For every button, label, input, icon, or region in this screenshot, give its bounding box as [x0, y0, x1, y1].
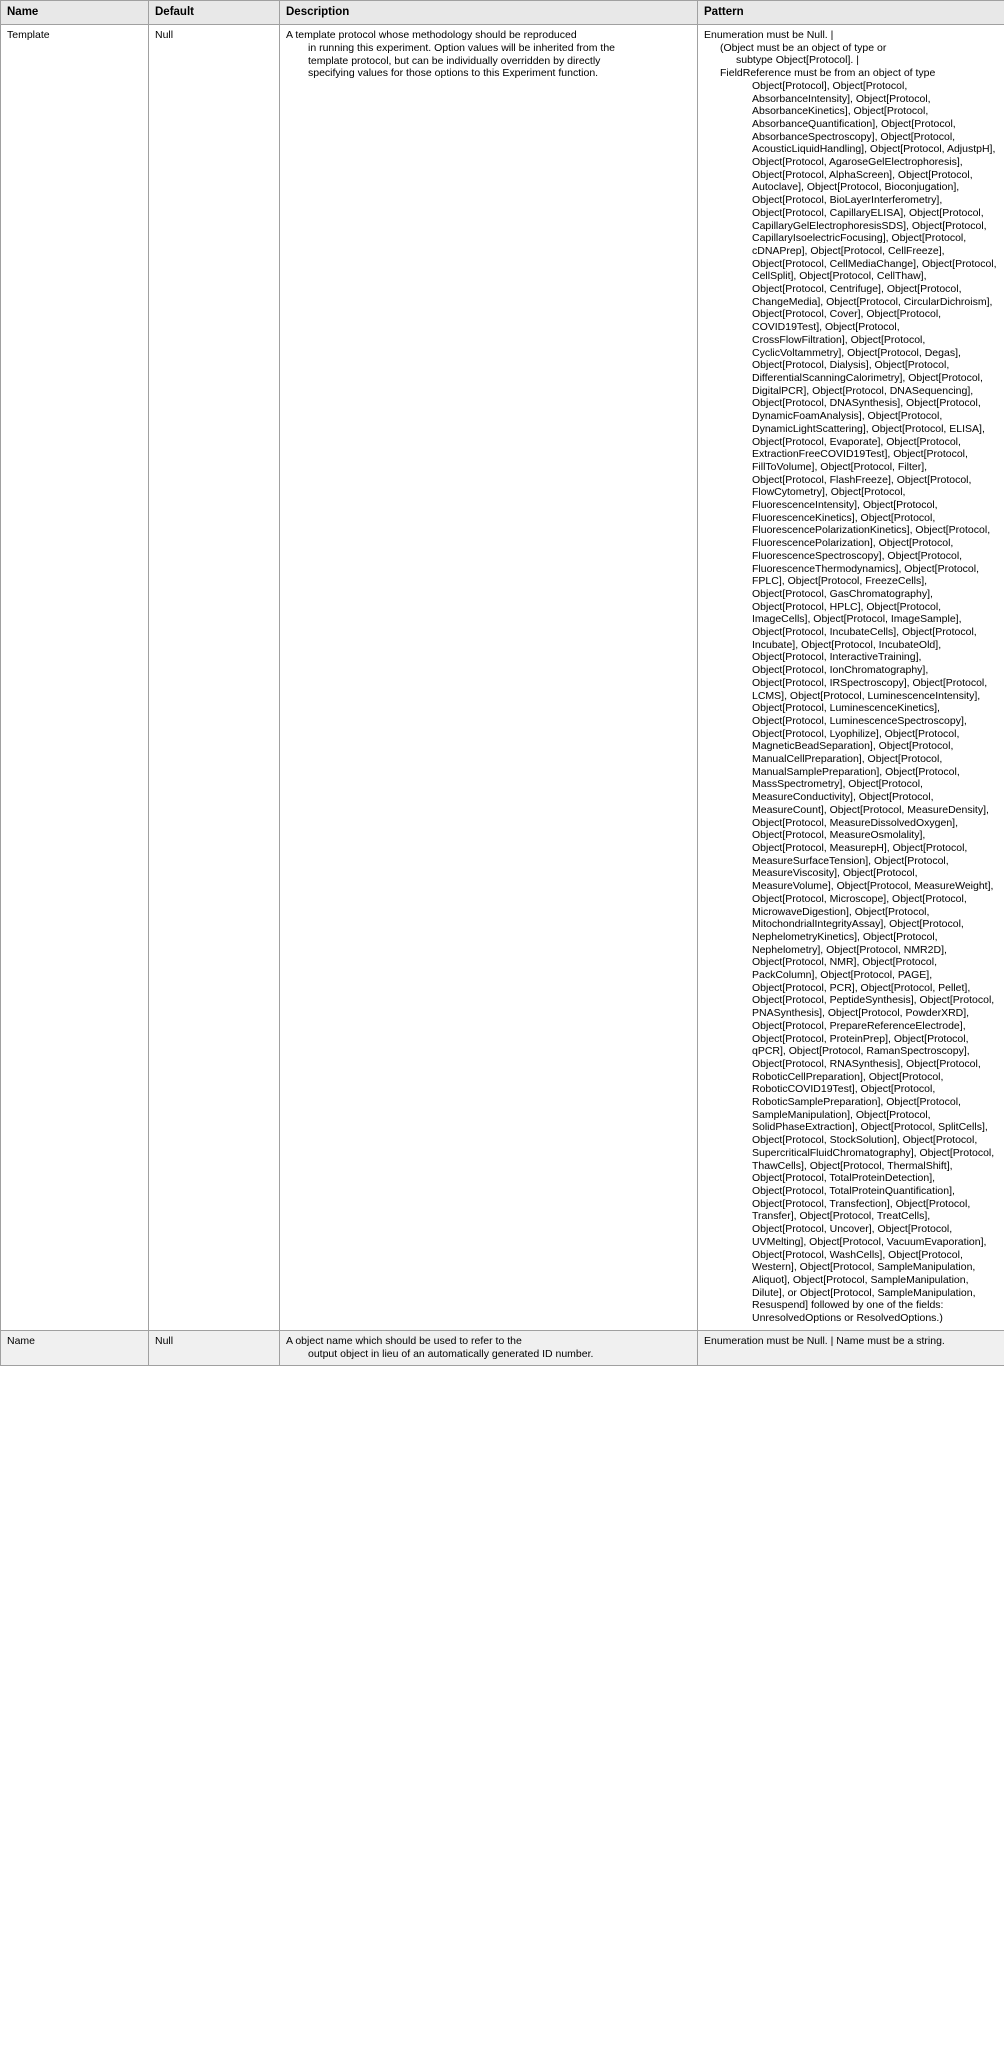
row-description-template: [280, 25, 698, 1331]
row-name-name: Name: [1, 1330, 149, 1366]
pattern-tail-text: UnresolvedOptions or ResolvedOptions.): [752, 1312, 943, 1325]
table-row: [1, 1330, 1004, 1366]
row-name-template: Template: [1, 25, 149, 1331]
pattern-head-line: FieldReference must be from an object of type: [720, 67, 936, 80]
pattern-head-line: Enumeration must be Null. |: [704, 29, 834, 41]
column-header-pattern: Pattern: [698, 1, 1004, 25]
pattern-head-line: subtype Object[Protocol]. |: [736, 54, 859, 67]
pattern-text: [704, 29, 998, 1325]
column-header-name: Name: [1, 1, 149, 25]
row-default-template: Null: [149, 25, 280, 1331]
table-row: [1, 25, 1004, 1331]
row-pattern-name: Enumeration must be Null. | Name must be a string.: [698, 1330, 1004, 1366]
description-line: specifying values for those options to this Experiment function.: [308, 67, 599, 80]
table-header-row: [1, 1, 1004, 25]
column-header-default: Default: [149, 1, 280, 25]
description-line: output object in lieu of an automatically generated ID number.: [308, 1347, 594, 1360]
pattern-head-line: (Object must be an object of type or: [720, 41, 887, 54]
pattern-body-text: Object[Protocol], Object[Protocol, AbsorbanceIntensity], Object[Protocol, AbsorbanceKinetics], Object[Protocol, AbsorbanceQuantification], Object[Protocol, AbsorbanceSpectroscopy], Object[Protocol, AcousticLiquidHandling], Object[Protocol, AdjustpH], Object[Protocol, AgaroseGelElectrophoresis], Object[Protocol, AlphaScreen], Object[Protocol, Autoclave], Object[Protocol, Bioconjugation], Object[Protocol, BioLayerInterferometry], Object[Protocol, CapillaryELISA], Object[Protocol, CapillaryGelElectrophoresisSDS], Object[Protocol, CapillaryIsoelectricFocusing], Object[Protocol, cDNAPrep], Object[Protocol, CellFreeze], Object[Protocol, CellMediaChange], Object[Protocol, CellSplit], Object[Protocol, CellThaw], Object[Protocol, Centrifuge], Object[Protocol, ChangeMedia], Object[Protocol, CircularDichroism], Object[Protocol, Cover], Object[Protocol, COVID19Test], Object[Protocol, CrossFlowFiltration], Object[Protocol, CyclicVoltammetry], Object[Protocol, Degas], Object[Protocol, Dialysis], Object[Protocol, DifferentialScanningCalorimetry], Object[Protocol, DigitalPCR], Object[Protocol, DNASequencing], Object[Protocol, DNASynthesis], Object[Protocol, DynamicFoamAnalysis], Object[Protocol, DynamicLightScattering], Object[Protocol, ELISA], Object[Protocol, Evaporate], Object[Protocol, ExtractionFreeCOVID19Test], Object[Protocol, FillToVolume], Object[Protocol, Filter], Object[Protocol, FlashFreeze], Object[Protocol, FlowCytometry], Object[Protocol, FluorescenceIntensity], Object[Protocol, FluorescenceKinetics], Object[Protocol, FluorescencePolarizationKinetics], Object[Protocol, FluorescencePolarization], Object[Protocol, FluorescenceSpectroscopy], Object[Protocol, FluorescenceThermodynamics], Object[Protocol, FPLC], Object[Protocol, FreezeCells], Object[Protocol, GasChromatography], Object[Protocol, HPLC], Object[Protocol, ImageCells], Object[Protocol, ImageSample], Object[Protocol, IncubateCells], Object[Protocol, Incubate], Object[Protocol, IncubateOld], Object[Protocol, InteractiveTraining], Object[Protocol, IonChromatography], Object[Protocol, IRSpectroscopy], Object[Protocol, LCMS], Object[Protocol, LuminescenceIntensity], Object[Protocol, LuminescenceKinetics], Object[Protocol, LuminescenceSpectroscopy], Object[Protocol, Lyophilize], Object[Protocol, MagneticBeadSeparation], Object[Protocol, ManualCellPreparation], Object[Protocol, ManualSamplePreparation], Object[Protocol, MassSpectrometry], Object[Protocol, MeasureConductivity], Object[Protocol, MeasureCount], Object[Protocol, MeasureDensity], Object[Protocol, MeasureDissolvedOxygen], Object[Protocol, MeasureOsmolality], Object[Protocol, MeasurepH], Object[Protocol, MeasureSurfaceTension], Object[Protocol, MeasureViscosity], Object[Protocol, MeasureVolume], Object[Protocol, MeasureWeight], Object[Protocol, Microscope], Object[Protocol, MicrowaveDigestion], Object[Protocol, MitochondrialIntegrityAssay], Object[Protocol, NephelometryKinetics], Object[Protocol, Nephelometry], Object[Protocol, NMR2D], Object[Protocol, NMR], Object[Protocol, PackColumn], Object[Protocol, PAGE], Object[Protocol, PCR], Object[Protocol, Pellet], Object[Protocol, PeptideSynthesis], Object[Protocol, PNASynthesis], Object[Protocol, PowderXRD], Object[Protocol, PrepareReferenceElectrode], Object[Protocol, ProteinPrep], Object[Protocol, qPCR], Object[Protocol, RamanSpectroscopy], Object[Protocol, RNASynthesis], Object[Protocol, RoboticCellPreparation], Object[Protocol, RoboticCOVID19Test], Object[Protocol, RoboticSamplePreparation], Object[Protocol, SampleManipulation], Object[Protocol, SolidPhaseExtraction], Object[Protocol, SplitCells], Object[Protocol, StockSolution], Object[Protocol, SupercriticalFluidChromatography], Object[Protocol, ThawCells], Object[Protocol, ThermalShift], Object[Protocol, TotalProteinDetection], Object[Protocol, TotalProteinQuantification], Object[Protocol, Transfection], Object[Protocol, Transfer], Object[Protocol, TreatCells], Object[Protocol, Uncover], Object[Protocol, UVMelting], Object[Protocol, VacuumEvaporation], Object[Protocol, WashCells], Object[Protocol, Western], Object[Protocol, SampleManipulation, Aliquot], Object[Protocol, SampleManipulation, Dilute], or Object[Protocol, SampleManipulation, Resuspend] followed by one of the fields:: [752, 79, 997, 1312]
description-line: A template protocol whose methodology should be reproduced: [286, 29, 577, 41]
description-line: template protocol, but can be individually overridden by directly: [308, 54, 601, 67]
row-default-name: Null: [149, 1330, 280, 1366]
row-pattern-template: [698, 25, 1004, 1331]
description-line: A object name which should be used to refer to the: [286, 1334, 522, 1347]
row-description-name: [280, 1330, 698, 1366]
description-line: in running this experiment. Option values will be inherited from the: [308, 41, 615, 54]
column-header-description: Description: [280, 1, 698, 25]
